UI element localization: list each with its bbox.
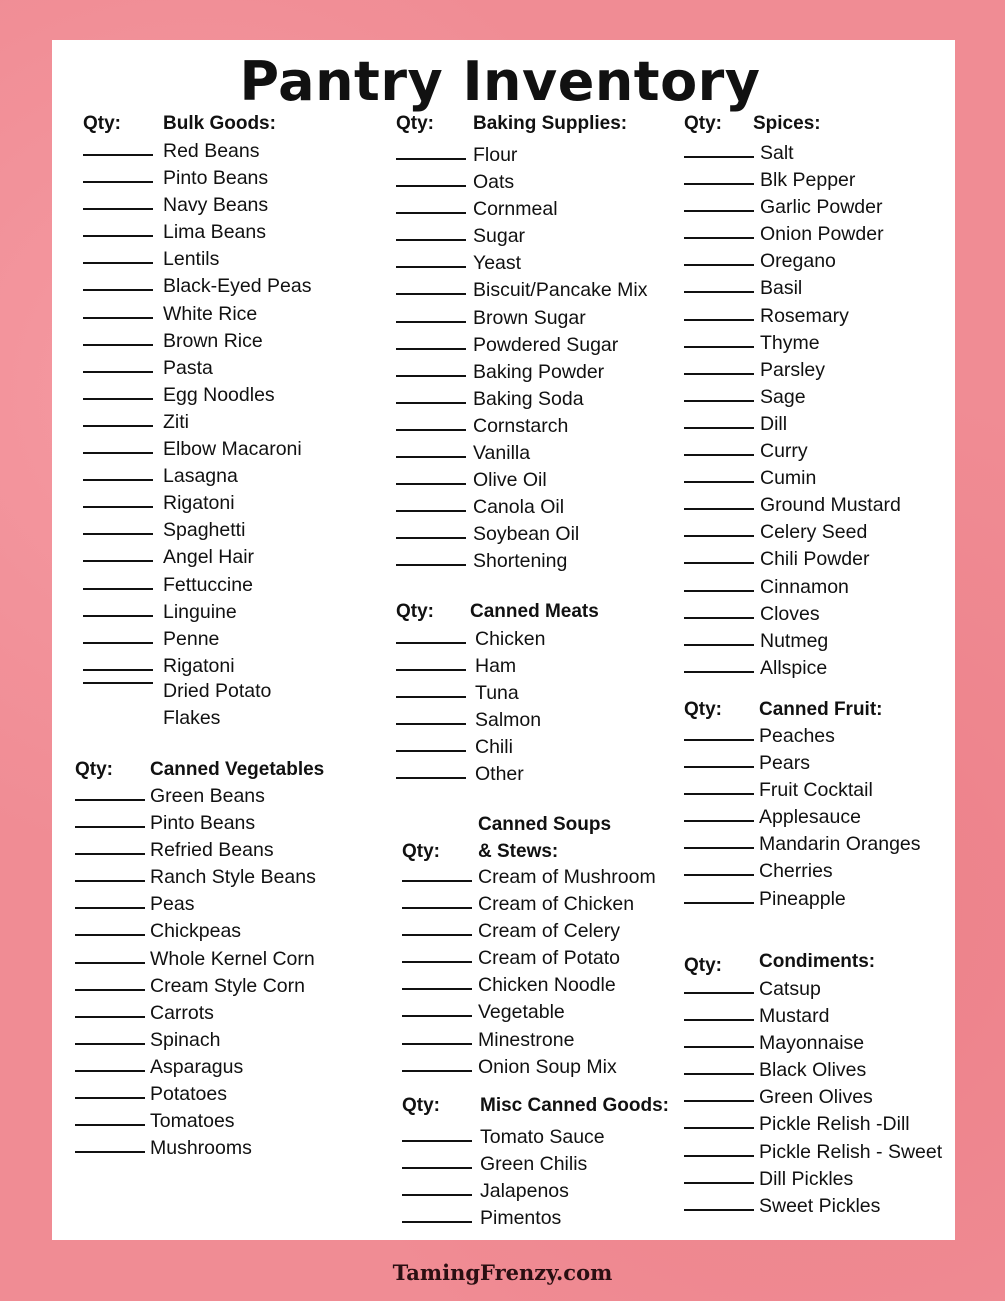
item-label: Mushrooms <box>150 1137 252 1160</box>
qty-blank-line[interactable] <box>684 902 754 904</box>
qty-blank-line[interactable] <box>83 479 153 481</box>
item-label: Asparagus <box>150 1055 244 1078</box>
item-label: Pinto Beans <box>150 812 256 835</box>
qty-header: Qty: <box>684 699 722 720</box>
qty-header: Qty: <box>684 955 722 976</box>
qty-blank-line[interactable] <box>75 853 145 855</box>
item-label: Pinto Beans <box>163 167 269 190</box>
qty-blank-line[interactable] <box>684 264 754 266</box>
item-label: Cream of Celery <box>478 920 620 943</box>
item-label: Fettuccine <box>163 573 253 596</box>
qty-blank-line[interactable] <box>396 777 466 779</box>
item-label: Peaches <box>759 725 835 747</box>
qty-header: Qty: <box>402 841 440 862</box>
qty-blank-line[interactable] <box>396 185 466 187</box>
qty-blank-line[interactable] <box>83 208 153 210</box>
item-label: Linguine <box>163 600 237 623</box>
qty-blank-line[interactable] <box>83 317 153 319</box>
item-label: Pears <box>759 752 810 775</box>
qty-header: Qty: <box>684 113 722 134</box>
item-label: Chili Powder <box>760 548 870 571</box>
section-title-bulk: Bulk Goods: <box>163 113 276 134</box>
item-label: Pickle Relish - Sweet <box>759 1140 943 1163</box>
page-title: Pantry Inventory <box>239 50 761 113</box>
item-label: Applesauce <box>759 806 861 829</box>
item-label: Rosemary <box>760 304 849 327</box>
qty-blank-line[interactable] <box>83 181 153 183</box>
qty-blank-line[interactable] <box>684 617 754 619</box>
qty-blank-line[interactable] <box>396 212 466 214</box>
qty-blank-line[interactable] <box>396 696 466 698</box>
item-label: Dill Pickles <box>759 1167 854 1190</box>
qty-blank-line[interactable] <box>75 1151 145 1153</box>
item-label: Angel Hair <box>163 546 255 569</box>
section-title-misc: Misc Canned Goods: <box>480 1095 669 1116</box>
item-label: Blk Pepper <box>760 169 856 192</box>
qty-blank-line[interactable] <box>396 750 466 752</box>
item-label: Ziti <box>163 410 189 433</box>
item-label: Black Olives <box>759 1059 867 1082</box>
qty-blank-line[interactable] <box>684 992 754 994</box>
item-label: Sage <box>760 385 806 408</box>
section-title-soups-2: & Stews: <box>478 841 559 862</box>
qty-blank-line[interactable] <box>75 934 145 936</box>
item-label: Pimentos <box>480 1207 562 1230</box>
qty-blank-line[interactable] <box>684 427 754 429</box>
qty-blank-line[interactable] <box>83 235 153 237</box>
qty-blank-line[interactable] <box>75 1016 145 1018</box>
item-label: Nutmeg <box>760 629 829 652</box>
qty-blank-line[interactable] <box>684 319 754 321</box>
qty-blank-line[interactable] <box>83 642 153 644</box>
item-label: Green Chilis <box>480 1153 588 1176</box>
item-label: Ham <box>475 655 517 678</box>
item-label: Elbow Macaroni <box>163 438 302 461</box>
qty-blank-line[interactable] <box>396 266 466 268</box>
item-label: Penne <box>163 627 220 650</box>
item-label: Ground Mustard <box>760 494 901 517</box>
qty-blank-line[interactable] <box>83 398 153 400</box>
qty-blank-line[interactable] <box>83 560 153 562</box>
qty-blank-line[interactable] <box>684 1209 754 1211</box>
item-label: Chili <box>475 736 513 759</box>
qty-blank-line[interactable] <box>684 1155 754 1157</box>
qty-blank-line[interactable] <box>684 237 754 239</box>
section-title-vegetables: Canned Vegetables <box>150 759 325 780</box>
item-label: Minestrone <box>478 1028 575 1051</box>
section-title-meats: Canned Meats <box>470 601 599 622</box>
section-title-baking: Baking Supplies: <box>473 113 628 134</box>
item-label: Rigatoni <box>163 492 235 515</box>
item-label: Pineapple <box>759 887 846 910</box>
qty-blank-line[interactable] <box>684 1046 754 1048</box>
item-label: Chicken Noodle <box>478 974 616 997</box>
qty-blank-line[interactable] <box>684 481 754 483</box>
qty-header: Qty: <box>402 1095 440 1116</box>
qty-blank-line[interactable] <box>396 537 466 539</box>
qty-blank-line[interactable] <box>684 373 754 375</box>
qty-header: Qty: <box>83 113 121 134</box>
qty-blank-line[interactable] <box>396 642 466 644</box>
item-label: Mayonnaise <box>759 1032 865 1055</box>
item-label: Allspice <box>760 656 828 679</box>
item-label: Tomatoes <box>150 1110 235 1133</box>
qty-blank-line[interactable] <box>684 820 754 822</box>
qty-blank-line[interactable] <box>684 739 754 741</box>
qty-blank-line[interactable] <box>684 1073 754 1075</box>
item-label: Peas <box>150 893 195 916</box>
item-label: Ranch Style Beans <box>150 866 316 889</box>
item-label: Pasta <box>163 356 213 379</box>
qty-blank-line[interactable] <box>83 452 153 454</box>
item-label: Fruit Cocktail <box>759 779 873 802</box>
item-label: Brown Rice <box>163 329 263 352</box>
item-label: Cornmeal <box>473 198 558 221</box>
qty-blank-line[interactable] <box>83 289 153 291</box>
item-label: Garlic Powder <box>760 196 883 219</box>
item-label: Thyme <box>760 331 820 354</box>
item-label: Cherries <box>759 860 833 883</box>
qty-blank-line[interactable] <box>402 1070 472 1072</box>
qty-blank-line[interactable] <box>684 183 754 185</box>
item-label: Dried Potato Flakes <box>163 679 272 729</box>
qty-blank-line[interactable] <box>684 291 754 293</box>
qty-blank-line[interactable] <box>83 669 153 671</box>
item-label: Oregano <box>760 250 836 273</box>
section-title-fruit: Canned Fruit: <box>759 699 883 720</box>
qty-blank-line[interactable] <box>396 321 466 323</box>
qty-blank-line[interactable] <box>75 826 145 828</box>
qty-blank-line[interactable] <box>75 1043 145 1045</box>
qty-blank-line[interactable] <box>75 1070 145 1072</box>
qty-blank-line[interactable] <box>83 262 153 264</box>
item-label: Cloves <box>760 602 820 625</box>
qty-header: Qty: <box>75 759 113 780</box>
qty-blank-line[interactable] <box>396 483 466 485</box>
qty-blank-line[interactable] <box>684 1019 754 1021</box>
qty-blank-line[interactable] <box>684 1127 754 1129</box>
qty-blank-line[interactable] <box>396 456 466 458</box>
item-label: Baking Soda <box>473 387 584 410</box>
item-label: Mandarin Oranges <box>759 833 921 856</box>
qty-blank-line[interactable] <box>684 590 754 592</box>
qty-blank-line[interactable] <box>402 1221 472 1223</box>
item-label: Flour <box>473 144 518 166</box>
item-label: Curry <box>760 440 808 463</box>
qty-blank-line[interactable] <box>396 564 466 566</box>
item-label: Carrots <box>150 1001 214 1024</box>
qty-blank-line[interactable] <box>402 934 472 936</box>
item-label: Yeast <box>473 252 522 275</box>
item-label: Tuna <box>475 682 519 705</box>
qty-blank-line[interactable] <box>684 508 754 510</box>
item-label: Cornstarch <box>473 414 569 437</box>
item-label: Vegetable <box>478 1001 565 1024</box>
qty-blank-line[interactable] <box>684 793 754 795</box>
item-label: Black-Eyed Peas <box>163 275 312 298</box>
qty-blank-line[interactable] <box>684 156 754 158</box>
item-label: Cinnamon <box>760 575 849 598</box>
qty-blank-line[interactable] <box>83 344 153 346</box>
item-label: Powdered Sugar <box>473 333 619 356</box>
qty-blank-line[interactable] <box>684 847 754 849</box>
qty-blank-line[interactable] <box>83 371 153 373</box>
item-label: Oats <box>473 171 515 194</box>
item-label: Dill <box>760 412 788 435</box>
item-label: Spaghetti <box>163 519 246 542</box>
item-label: Navy Beans <box>163 194 269 217</box>
item-label: Onion Soup Mix <box>478 1055 617 1078</box>
item-label: Potatoes <box>150 1083 227 1106</box>
qty-blank-line[interactable] <box>396 158 466 160</box>
qty-blank-line[interactable] <box>402 1194 472 1196</box>
item-label: Salt <box>760 142 794 164</box>
item-label: Refried Beans <box>150 839 274 862</box>
qty-blank-line[interactable] <box>396 402 466 404</box>
section-title-spices: Spices: <box>753 113 821 134</box>
qty-blank-line[interactable] <box>684 874 754 876</box>
item-label: White Rice <box>163 302 258 325</box>
item-label: Cream of Mushroom <box>478 866 656 888</box>
item-label: Parsley <box>760 358 826 381</box>
item-label: Catsup <box>759 978 821 1000</box>
qty-blank-line[interactable] <box>402 1140 472 1142</box>
qty-blank-line[interactable] <box>402 961 472 963</box>
item-label: Pickle Relish -Dill <box>759 1113 910 1136</box>
item-label: Cumin <box>760 467 817 490</box>
qty-blank-line[interactable] <box>402 1167 472 1169</box>
qty-blank-line[interactable] <box>75 907 145 909</box>
site-footer: TamingFrenzy.com <box>392 1260 613 1285</box>
qty-blank-line[interactable] <box>396 239 466 241</box>
item-label: Mustard <box>759 1005 830 1028</box>
qty-blank-line[interactable] <box>75 962 145 964</box>
item-label: Tomato Sauce <box>480 1126 605 1148</box>
qty-blank-line[interactable] <box>684 766 754 768</box>
item-label: Salmon <box>475 709 542 732</box>
item-label: Chicken <box>475 628 546 650</box>
item-label: Sweet Pickles <box>759 1194 881 1217</box>
item-label: Green Beans <box>150 785 265 807</box>
item-label: Cream Style Corn <box>150 974 305 997</box>
item-label: Cream of Chicken <box>478 893 635 916</box>
qty-blank-line[interactable] <box>396 293 466 295</box>
item-label: Rigatoni <box>163 654 235 677</box>
qty-blank-line[interactable] <box>83 533 153 535</box>
qty-blank-line[interactable] <box>402 988 472 990</box>
item-label: Lentils <box>163 248 220 271</box>
qty-blank-line[interactable] <box>684 1100 754 1102</box>
qty-blank-line[interactable] <box>396 510 466 512</box>
item-label: Onion Powder <box>760 223 884 246</box>
qty-blank-line[interactable] <box>396 723 466 725</box>
item-label: Basil <box>760 277 803 300</box>
item-label: Spinach <box>150 1028 221 1051</box>
item-label: Shortening <box>473 550 568 573</box>
item-label: Other <box>475 763 524 786</box>
item-label: Sugar <box>473 225 526 248</box>
qty-blank-line[interactable] <box>83 506 153 508</box>
item-label: Egg Noodles <box>163 383 275 406</box>
item-label: Red Beans <box>163 140 260 162</box>
item-label: Lima Beans <box>163 221 266 244</box>
item-label: Biscuit/Pancake Mix <box>473 279 648 302</box>
item-label: Whole Kernel Corn <box>150 947 315 970</box>
item-label: Cream of Potato <box>478 947 620 970</box>
qty-blank-line[interactable] <box>75 1124 145 1126</box>
qty-blank-line[interactable] <box>684 400 754 402</box>
qty-blank-line[interactable] <box>83 425 153 427</box>
item-label: Soybean Oil <box>473 523 580 546</box>
qty-blank-line[interactable] <box>684 644 754 646</box>
qty-blank-line[interactable] <box>396 669 466 671</box>
qty-blank-line[interactable] <box>402 907 472 909</box>
qty-blank-line[interactable] <box>402 880 472 882</box>
qty-blank-line[interactable] <box>83 154 153 156</box>
item-label: Celery Seed <box>760 521 868 544</box>
item-label: Chickpeas <box>150 920 242 943</box>
qty-blank-line[interactable] <box>83 682 153 684</box>
qty-blank-line[interactable] <box>75 989 145 991</box>
item-label: Canola Oil <box>473 496 565 519</box>
item-label: Lasagna <box>163 465 238 488</box>
section-title-condiments: Condiments: <box>759 951 876 972</box>
qty-blank-line[interactable] <box>396 375 466 377</box>
qty-blank-line[interactable] <box>83 615 153 617</box>
item-label: Vanilla <box>473 442 531 465</box>
qty-blank-line[interactable] <box>396 348 466 350</box>
item-label: Olive Oil <box>473 469 547 492</box>
qty-header: Qty: <box>396 601 434 622</box>
qty-blank-line[interactable] <box>75 1097 145 1099</box>
qty-blank-line[interactable] <box>684 346 754 348</box>
qty-blank-line[interactable] <box>402 1043 472 1045</box>
qty-blank-line[interactable] <box>684 1182 754 1184</box>
qty-blank-line[interactable] <box>75 880 145 882</box>
qty-blank-line[interactable] <box>396 429 466 431</box>
section-title-soups: Canned Soups <box>478 814 612 835</box>
qty-blank-line[interactable] <box>684 454 754 456</box>
qty-blank-line[interactable] <box>402 1015 472 1017</box>
item-label: Green Olives <box>759 1086 873 1109</box>
item-label: Jalapenos <box>480 1180 569 1203</box>
qty-blank-line[interactable] <box>684 210 754 212</box>
qty-header: Qty: <box>396 113 434 134</box>
qty-blank-line[interactable] <box>684 535 754 537</box>
qty-blank-line[interactable] <box>684 671 754 673</box>
qty-blank-line[interactable] <box>83 588 153 590</box>
qty-blank-line[interactable] <box>684 562 754 564</box>
qty-blank-line[interactable] <box>75 799 145 801</box>
item-label: Baking Powder <box>473 360 605 383</box>
item-label: Brown Sugar <box>473 306 586 329</box>
